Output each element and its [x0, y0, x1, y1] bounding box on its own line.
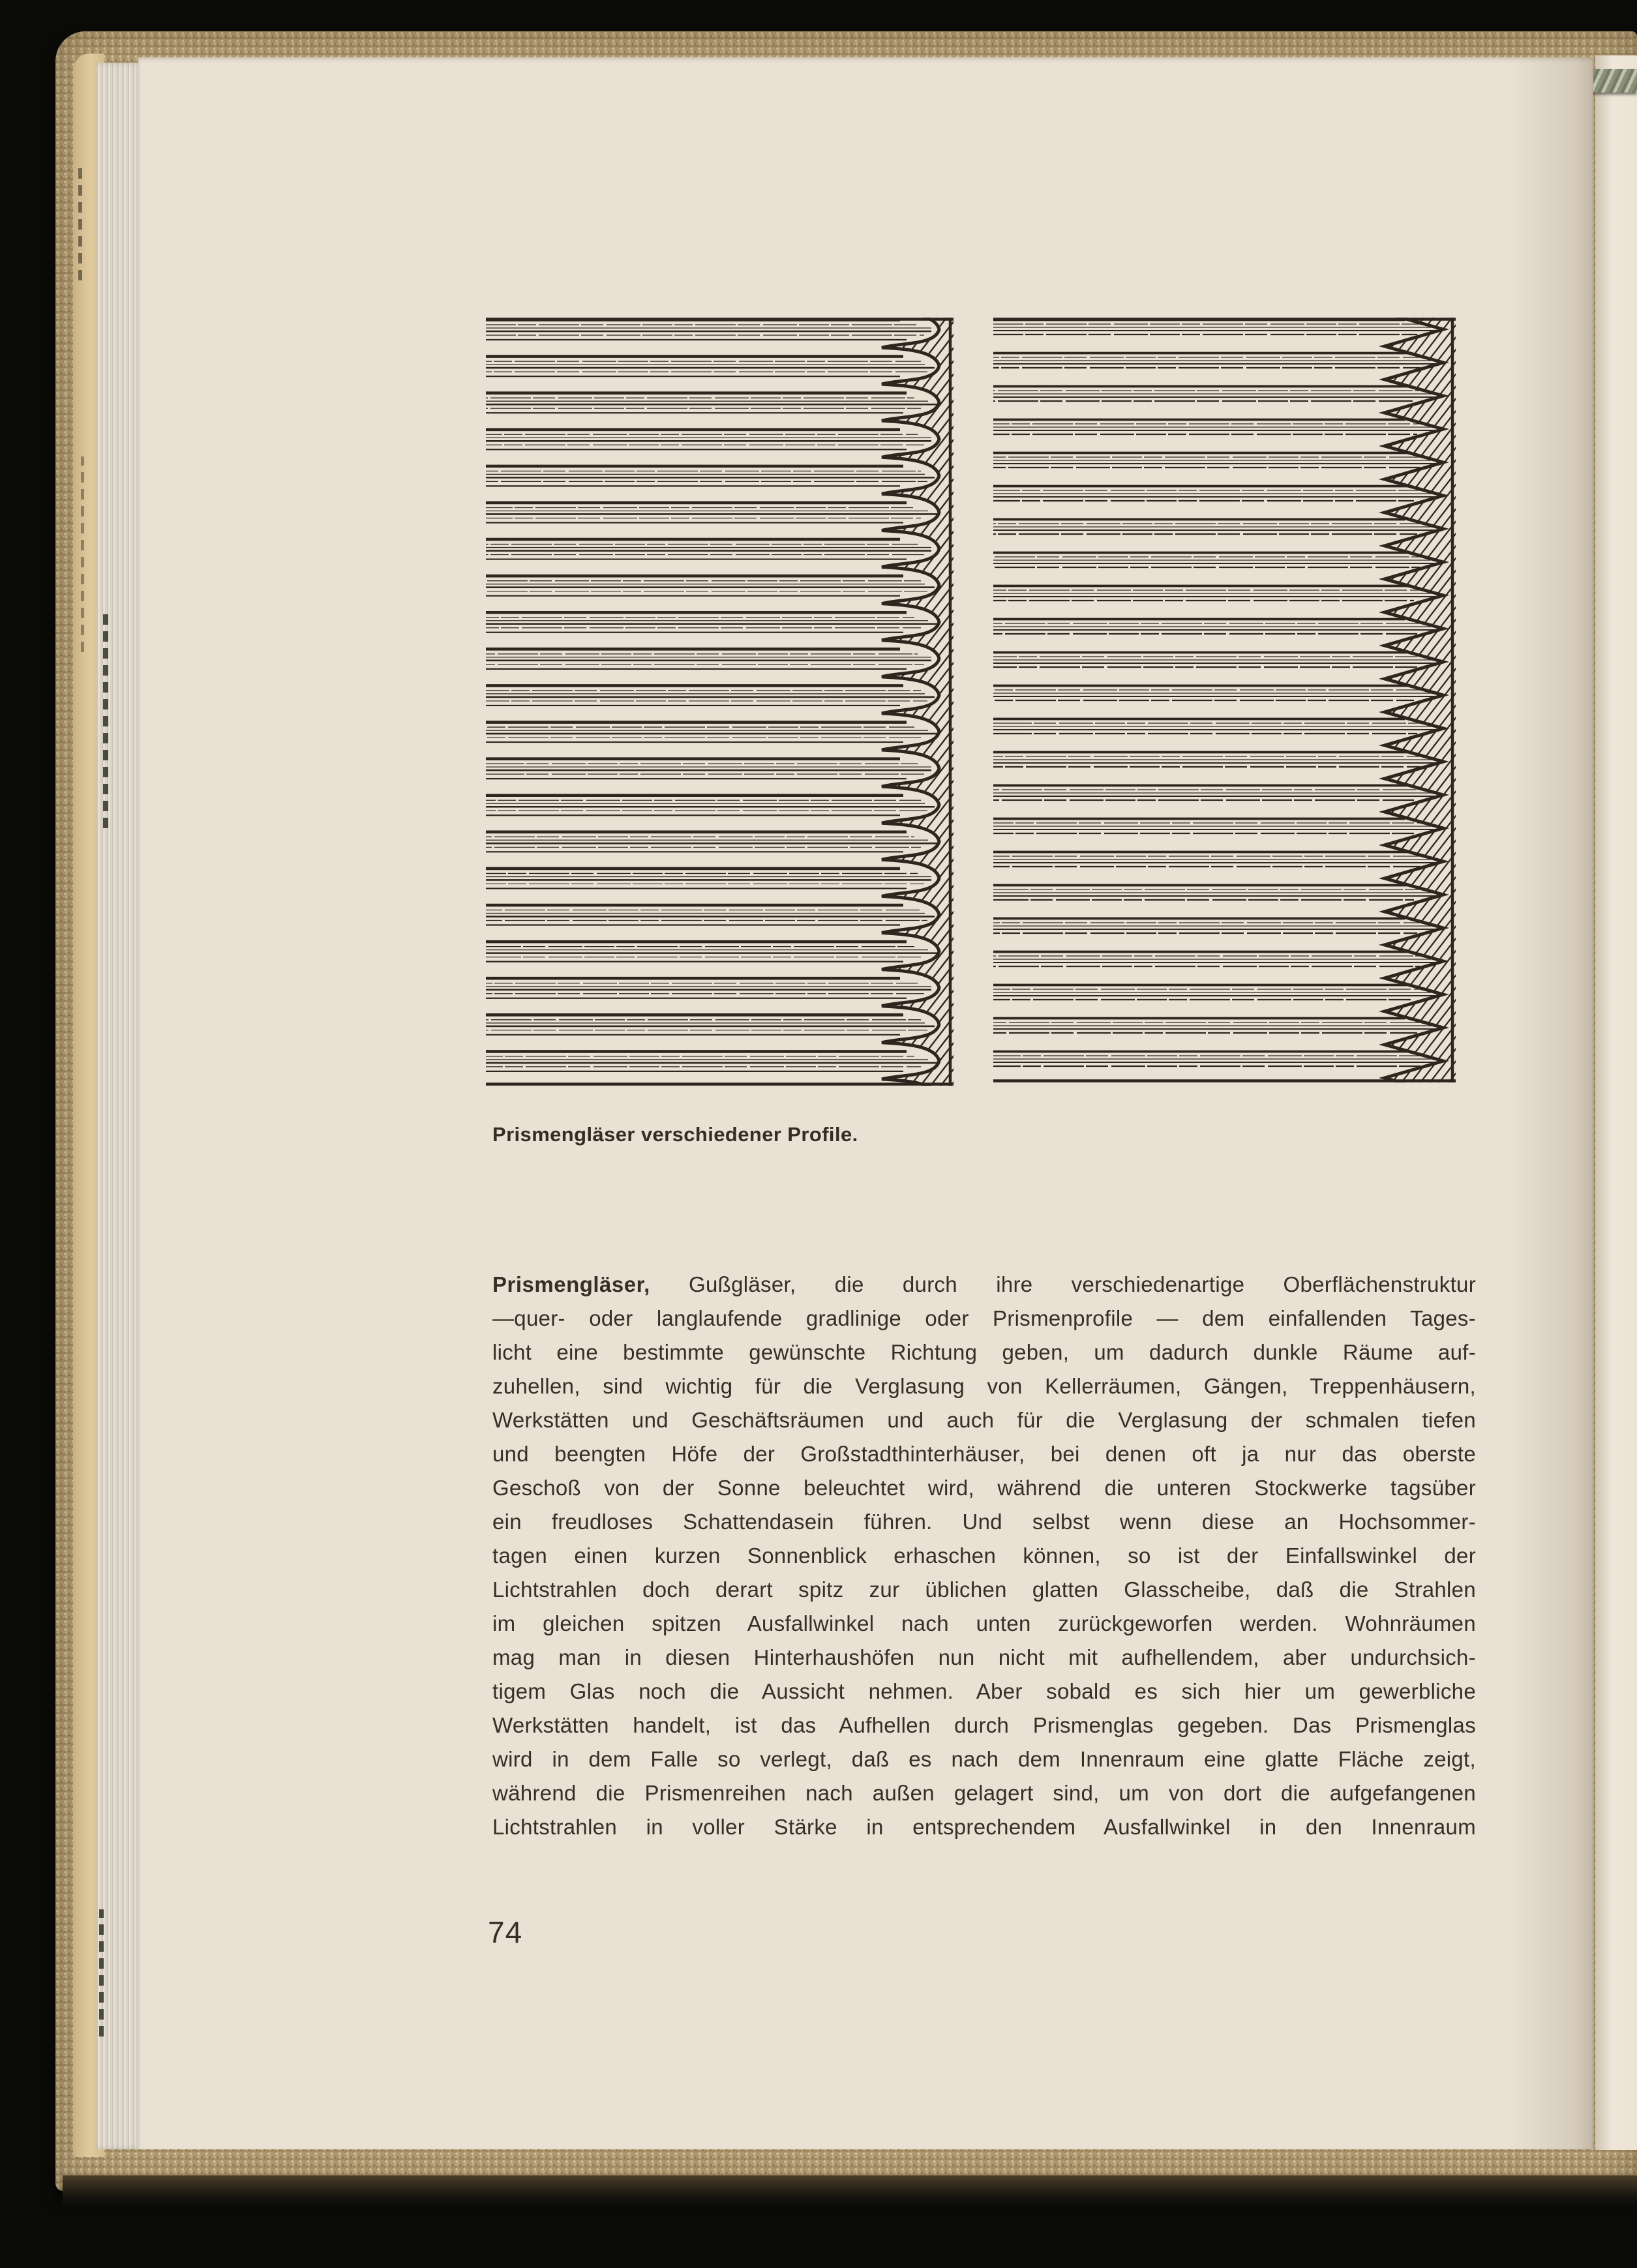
body-text-line: Geschoß von der Sonne beleuchtet wird, während die unteren Stockwerke tagsüber [492, 1476, 1476, 1500]
page-number: 74 [488, 1915, 523, 1949]
figure-prism-glass-rounded-profile [486, 318, 954, 1086]
page-edge-print-bleed [99, 1909, 104, 2037]
body-text-line: ein freudloses Schattendasein führen. Und selbst wenn diese an Hochsommer- [492, 1510, 1476, 1534]
page-stack-edges [97, 63, 143, 2149]
page-edge-print-bleed [78, 166, 82, 280]
paragraph-lead-word: Prismengläser, [492, 1272, 650, 1296]
body-text-line: Lichtstrahlen doch derart spitz zur üblichen glatten Glasscheibe, daß die Strahlen [492, 1577, 1476, 1602]
body-text-line: —quer- oder langlaufende gradlinige oder Prismenprofile — dem einfallenden Tages- [492, 1306, 1476, 1330]
figure-prism-glass-sharp-profile [993, 318, 1456, 1082]
body-text-line: und beengten Höfe der Großstadthinterhäuser, bei denen oft ja nur das oberste [492, 1442, 1476, 1466]
prism-glass-sharp-profile-drawing [993, 318, 1456, 1082]
prism-ridge-lines [993, 320, 1443, 1067]
body-text-line: Werkstätten handelt, ist das Aufhellen durch Prismenglas gegeben. Das Prismenglas [492, 1713, 1476, 1737]
figure-caption: Prismengläser verschiedener Profile. [492, 1123, 858, 1146]
body-text-line: mag man in diesen Hinterhaushöfen nun nicht mit aufhellendem, aber undurchsich- [492, 1645, 1476, 1669]
adjacent-page-edge [1595, 55, 1637, 2150]
body-text-line: tigem Glas noch die Aussicht nehmen. Aber sobald es sich hier um gewerbliche [492, 1679, 1476, 1703]
prism-edge-outline [882, 318, 939, 1086]
body-text-line: wird in dem Falle so verlegt, daß es nach dem Innenraum eine glatte Fläche zeigt, [492, 1747, 1476, 1771]
prism-ridge-lines [486, 320, 938, 1071]
body-text-line: im gleichen spitzen Ausfallwinkel nach unten zurückgeworfen werden. Wohnräumen [492, 1611, 1476, 1635]
body-text-run: Gußgläser, die durch ihre verschiedenartige Oberflächenstruktur [650, 1272, 1476, 1296]
body-text-line: licht eine bestimmte gewünschte Richtung geben, um dadurch dunkle Räume auf- [492, 1340, 1476, 1364]
body-text-line: zuhellen, sind wichtig für die Verglasung von Kellerräumen, Gängen, Treppenhäusern, [492, 1374, 1476, 1398]
body-text-line [492, 1268, 1476, 1302]
page-edge-print-bleed [103, 613, 108, 828]
body-text-line: tagen einen kurzen Sonnenblick erhaschen können, so ist der Einfallswinkel der [492, 1544, 1476, 1568]
body-lines-container [492, 1302, 1476, 1844]
book-page-74 [138, 57, 1593, 2149]
body-paragraph [492, 1268, 1476, 1844]
body-text-line: Werkstätten und Geschäftsräumen und auch für die Verglasung der schmalen tiefen [492, 1408, 1476, 1432]
prism-glass-rounded-profile-drawing [486, 318, 954, 1086]
page-edge-print-bleed [81, 456, 84, 652]
body-text-line: Lichtstrahlen in voller Stärke in entsprechendem Ausfallwinkel in den Innenraum [492, 1815, 1476, 1839]
book-bottom-edge-shadow [63, 2175, 1637, 2205]
gutter-shadow [1509, 57, 1593, 2149]
body-text-line: während die Prismenreihen nach außen gelagert sind, um von dort die aufgefangenen [492, 1781, 1476, 1805]
